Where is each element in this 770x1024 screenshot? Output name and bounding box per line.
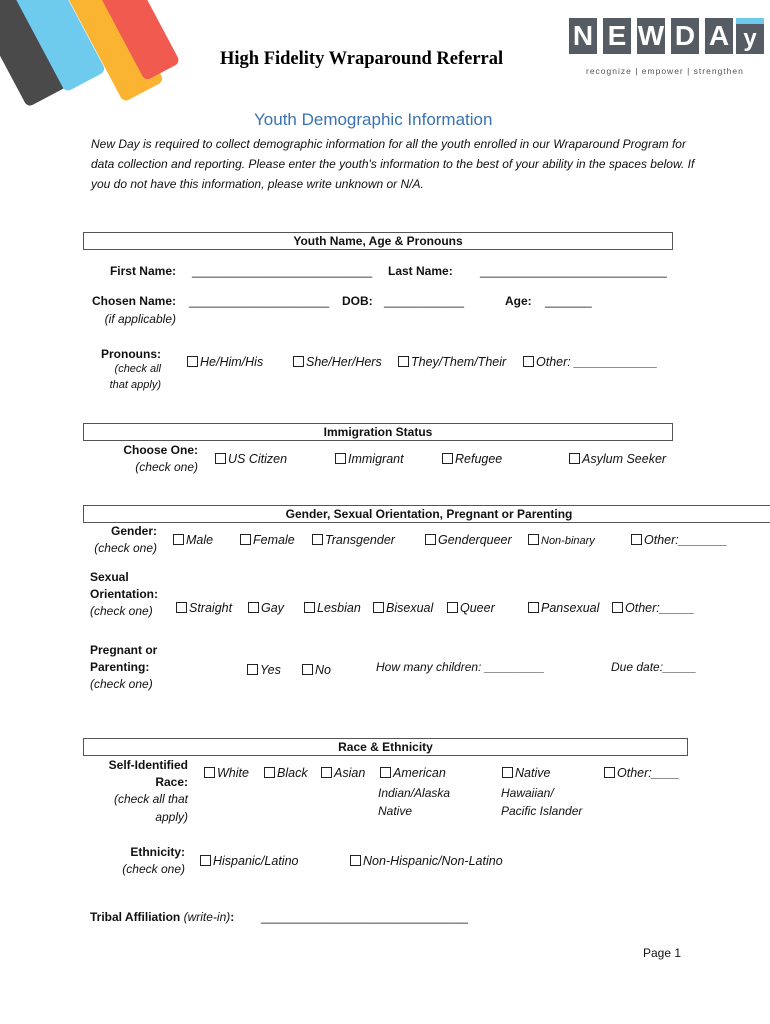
race-option-american-indian-cont-2: Native <box>378 804 413 818</box>
due-date-field[interactable]: Due date:_____ <box>611 660 697 674</box>
ethnicity-note: (check one) <box>122 862 185 876</box>
pronouns-label: Pronouns: <box>101 347 161 361</box>
dob-label: DOB: <box>342 294 373 308</box>
checkbox-icon[interactable] <box>528 534 539 545</box>
checkbox-icon[interactable] <box>373 602 384 613</box>
section-header-race: Race & Ethnicity <box>83 738 688 756</box>
gender-option-other[interactable]: Other:_______ <box>631 533 727 547</box>
logo-letter-d: D <box>671 18 699 54</box>
section-heading-demographics: Youth Demographic Information <box>254 110 493 129</box>
intro-paragraph: New Day is required to collect demographic information for all the youth enrolled in our Wraparound Program for data collection and reporting. Please enter the youth's information to the best of your ability in the spaces below. If you do not have this information, please write unknown or N/A. <box>91 137 695 191</box>
page-title: High Fidelity Wraparound Referral <box>220 49 504 69</box>
immigration-option-asylum[interactable]: Asylum Seeker <box>569 452 666 466</box>
checkbox-icon[interactable] <box>293 356 304 367</box>
last-name-label: Last Name: <box>388 264 453 278</box>
first-name-label: First Name: <box>109 264 176 278</box>
checkbox-icon[interactable] <box>240 534 251 545</box>
checkbox-icon[interactable] <box>200 855 211 866</box>
race-note-2: apply) <box>155 810 188 824</box>
pronouns-note-2: that apply) <box>109 379 161 391</box>
ethnicity-label: Ethnicity: <box>130 845 185 859</box>
pronouns-note-1: (check all <box>114 363 161 375</box>
checkbox-icon[interactable] <box>215 453 226 464</box>
chosen-name-note: (if applicable) <box>104 312 176 326</box>
gender-option-female[interactable]: Female <box>240 533 295 547</box>
checkbox-icon[interactable] <box>173 534 184 545</box>
race-option-american-indian[interactable]: American <box>380 766 446 780</box>
pregnant-note: (check one) <box>90 677 153 691</box>
section-header-gender: Gender, Sexual Orientation, Pregnant or Parenting <box>83 505 770 523</box>
immigration-option-immigrant[interactable]: Immigrant <box>335 452 404 466</box>
checkbox-icon[interactable] <box>442 453 453 464</box>
checkbox-icon[interactable] <box>631 534 642 545</box>
ethnicity-option-non-hispanic[interactable]: Non-Hispanic/Non-Latino <box>350 854 503 868</box>
orientation-option-bisexual[interactable]: Bisexual <box>373 601 433 615</box>
checkbox-icon[interactable] <box>247 664 258 675</box>
checkbox-icon[interactable] <box>176 602 187 613</box>
gender-label: Gender: <box>110 524 157 538</box>
gender-option-nonbinary[interactable]: Non-binary <box>528 534 595 547</box>
gender-option-transgender[interactable]: Transgender <box>312 533 395 547</box>
logo-letter-a: A <box>705 18 733 54</box>
race-note-1: (check all that <box>113 792 188 806</box>
immigration-choose-label: Choose One: <box>123 443 198 457</box>
pronoun-option-they[interactable]: They/Them/Their <box>398 355 506 369</box>
race-option-native-hawaiian[interactable]: Native <box>502 766 550 780</box>
gender-option-genderqueer[interactable]: Genderqueer <box>425 533 512 547</box>
orientation-note: (check one) <box>90 604 153 618</box>
race-option-asian[interactable]: Asian <box>321 766 365 780</box>
orientation-option-pansexual[interactable]: Pansexual <box>528 601 599 615</box>
checkbox-icon[interactable] <box>248 602 259 613</box>
checkbox-icon[interactable] <box>264 767 275 778</box>
checkbox-icon[interactable] <box>502 767 513 778</box>
race-option-american-indian-cont-1: Indian/Alaska <box>378 786 451 800</box>
gender-note: (check one) <box>94 541 157 555</box>
checkbox-icon[interactable] <box>312 534 323 545</box>
pregnant-label-2: Parenting: <box>90 660 150 674</box>
orientation-option-queer[interactable]: Queer <box>447 601 495 615</box>
race-option-white[interactable]: White <box>204 766 249 780</box>
immigration-option-refugee[interactable]: Refugee <box>442 452 502 466</box>
orientation-label-1: Sexual <box>90 570 129 584</box>
age-label: Age: <box>505 294 532 308</box>
checkbox-icon[interactable] <box>425 534 436 545</box>
checkbox-icon[interactable] <box>398 356 409 367</box>
section-header-name: Youth Name, Age & Pronouns <box>83 232 673 250</box>
dob-field[interactable]: ____________ <box>384 294 465 308</box>
chosen-name-field[interactable]: _____________________ <box>189 294 330 308</box>
orientation-option-straight[interactable]: Straight <box>176 601 232 615</box>
ethnicity-option-hispanic[interactable]: Hispanic/Latino <box>200 854 298 868</box>
pronoun-option-he[interactable]: He/Him/His <box>187 355 263 369</box>
immigration-choose-note: (check one) <box>135 460 198 474</box>
checkbox-icon[interactable] <box>569 453 580 464</box>
race-label-2: Race: <box>155 775 188 789</box>
checkbox-icon[interactable] <box>302 664 313 675</box>
tribal-affiliation-field[interactable]: _______________________________ <box>261 910 468 924</box>
checkbox-icon[interactable] <box>304 602 315 613</box>
checkbox-icon[interactable] <box>528 602 539 613</box>
tribal-affiliation-label: Tribal Affiliation (write-in): <box>90 910 235 924</box>
checkbox-icon[interactable] <box>447 602 458 613</box>
pronoun-option-she[interactable]: She/Her/Hers <box>293 355 382 369</box>
checkbox-icon[interactable] <box>187 356 198 367</box>
logo-letter-n: N <box>569 18 597 54</box>
checkbox-icon[interactable] <box>204 767 215 778</box>
orientation-option-other[interactable]: Other:_____ <box>612 601 695 615</box>
page-number: Page 1 <box>643 946 682 960</box>
chosen-name-label: Chosen Name: <box>91 294 176 308</box>
checkbox-icon[interactable] <box>612 602 623 613</box>
orientation-label-2: Orientation: <box>90 587 158 601</box>
logo-letter-y: y <box>736 18 764 54</box>
gender-option-male[interactable]: Male <box>173 533 213 547</box>
pregnant-option-no[interactable]: No <box>302 663 331 677</box>
checkbox-icon[interactable] <box>523 356 534 367</box>
pronoun-option-other[interactable]: Other: ____________ <box>523 355 658 369</box>
section-header-immigration: Immigration Status <box>83 423 673 441</box>
logo-letter-e: E <box>603 18 631 54</box>
checkbox-icon[interactable] <box>335 453 346 464</box>
pregnant-option-yes[interactable]: Yes <box>247 663 281 677</box>
last-name-field[interactable]: ____________________________ <box>480 264 667 278</box>
orientation-option-gay[interactable]: Gay <box>248 601 284 615</box>
race-option-native-hawaiian-cont-2: Pacific Islander <box>501 804 583 818</box>
age-field[interactable]: _______ <box>545 294 592 308</box>
race-label-1: Self-Identified <box>108 758 188 772</box>
logo-tagline: recognize | empower | strengthen <box>586 66 744 76</box>
children-count-field[interactable]: How many children: _________ <box>376 660 545 674</box>
checkbox-icon[interactable] <box>350 855 361 866</box>
pregnant-label-1: Pregnant or <box>90 643 158 657</box>
race-option-other[interactable]: Other:____ <box>604 766 680 780</box>
race-option-black[interactable]: Black <box>264 766 308 780</box>
checkbox-icon[interactable] <box>380 767 391 778</box>
logo-letter-w: W <box>637 18 665 54</box>
checkbox-icon[interactable] <box>321 767 332 778</box>
first-name-field[interactable]: ___________________________ <box>192 264 373 278</box>
checkbox-icon[interactable] <box>604 767 615 778</box>
orientation-option-lesbian[interactable]: Lesbian <box>304 601 361 615</box>
immigration-option-citizen[interactable]: US Citizen <box>215 452 287 466</box>
race-option-native-hawaiian-cont-1: Hawaiian/ <box>501 786 554 800</box>
